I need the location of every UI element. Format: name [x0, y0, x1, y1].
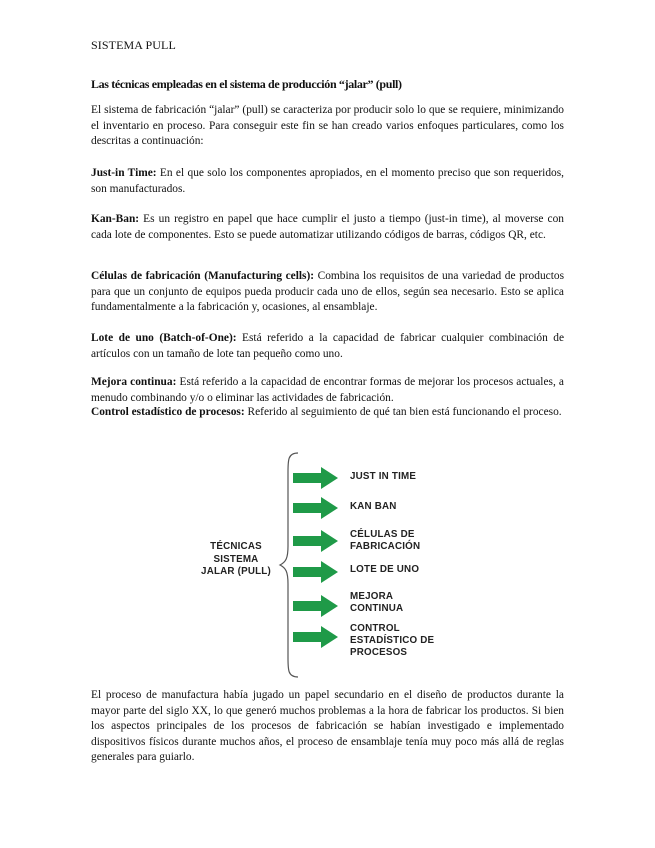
definition-text: En el que solo los componentes apropiados, en el momento preciso que son requeridos, son manufacturados. — [91, 167, 565, 195]
technique-label-line: MEJORA — [350, 591, 394, 602]
curly-brace-icon — [190, 450, 300, 680]
definition-term: Células de fabricación (Manufacturing cells): — [91, 270, 315, 282]
definition-text: Referido al seguimiento de qué tan bien está funcionando el proceso. — [244, 406, 562, 418]
intro-paragraph — [91, 103, 564, 150]
technique-label-line: KAN BAN — [350, 501, 397, 512]
technique-label — [350, 623, 434, 659]
diagram-center-line: TÉCNICAS — [210, 541, 262, 552]
technique-label-line: PROCESOS — [350, 647, 408, 658]
definition-text: Está referido a la capacidad de fabricar cualquier combinación de artículos con un tamaño de lote tan pequeño como uno. — [91, 332, 564, 360]
arrow-right-icon — [293, 530, 339, 552]
technique-label-line: ESTADÍSTICO DE — [350, 635, 435, 646]
technique-label — [350, 564, 419, 576]
technique-label-line: LOTE DE UNO — [350, 564, 420, 575]
definition-term: Lote de uno (Batch-of-One): — [91, 332, 237, 344]
technique-label — [350, 529, 420, 553]
diagram-center-line: SISTEMA — [213, 553, 259, 565]
intro-rest: lo que se requiere, minimizando el inventario en proceso. Para conseguir este fin se han creado varios enfoques particulares, como los descritas a continuación: — [91, 104, 565, 147]
definition-just-in-time — [91, 166, 564, 197]
diagram-center-line: JALAR (PULL) — [201, 566, 271, 577]
technique-label-line: FABRICACIÓN — [350, 541, 421, 552]
definition-text: Combina los requisitos de una variedad de productos para que un conjunto de equipos pueda producir cada uno de ellos, según sea necesario. Esto se aplica fundamentalmente a la fabricación y, ocasiones, al ensamblaje. — [91, 270, 564, 313]
definition-batch-of-one — [91, 331, 564, 362]
pull-techniques-diagram — [190, 450, 470, 680]
definition-continuous-improvement — [91, 375, 564, 406]
definition-term: Just-in Time: — [91, 167, 157, 179]
intro-lead: El sistema de fabricación “jalar” (pull) se caracteriza por producir solo — [91, 104, 415, 116]
technique-label-line: JUST IN TIME — [350, 471, 417, 482]
technique-label-line: CONTROL — [350, 623, 400, 634]
arrow-right-icon — [293, 497, 339, 519]
definition-term: Kan-Ban: — [91, 213, 140, 225]
arrow-right-icon — [293, 467, 339, 489]
technique-label — [350, 591, 403, 615]
section-title: Las técnicas empleadas en el sistema de producción “jalar” (pull) — [91, 77, 402, 91]
definition-kan-ban — [91, 212, 564, 243]
technique-label — [350, 471, 416, 483]
definition-term: Control estadístico de procesos: — [91, 406, 245, 418]
page-header: SISTEMA PULL — [91, 38, 176, 52]
definition-text: Es un registro en papel que hace cumplir el justo a tiempo (just-in time), al moverse con cada lote de componentes. Esto se puede automatizar utilizando códigos de barras, códigos QR, etc. — [91, 213, 564, 241]
closing-paragraph: El proceso de manufactura había jugado un papel secundario en el diseño de productos durante la mayor parte del siglo XX, lo que generó muchos problemas a la hora de fabricar los productos. Si bien los aspectos principales de los procesos de fabricación se habían investigado e implementado dispositivos físicos durante muchos años, el proceso de ensamblaje tenía muy poco más allá de reglas generales para guiarlo. — [91, 689, 564, 763]
definition-term: Mejora continua: — [91, 376, 177, 388]
definition-manufacturing-cells — [91, 269, 564, 316]
technique-label-line: CÉLULAS DE — [350, 529, 415, 540]
arrow-right-icon — [293, 626, 339, 648]
technique-label-line: CONTINUA — [350, 603, 404, 614]
arrow-right-icon — [293, 561, 339, 583]
definition-text: Está referido a la capacidad de encontrar formas de mejorar los procesos actuales, a menudo combinando y/o o eliminar las actividades de fabricación. — [91, 376, 564, 404]
definition-statistical-process-control — [91, 405, 564, 421]
technique-label — [350, 501, 397, 513]
arrow-right-icon — [293, 595, 339, 617]
